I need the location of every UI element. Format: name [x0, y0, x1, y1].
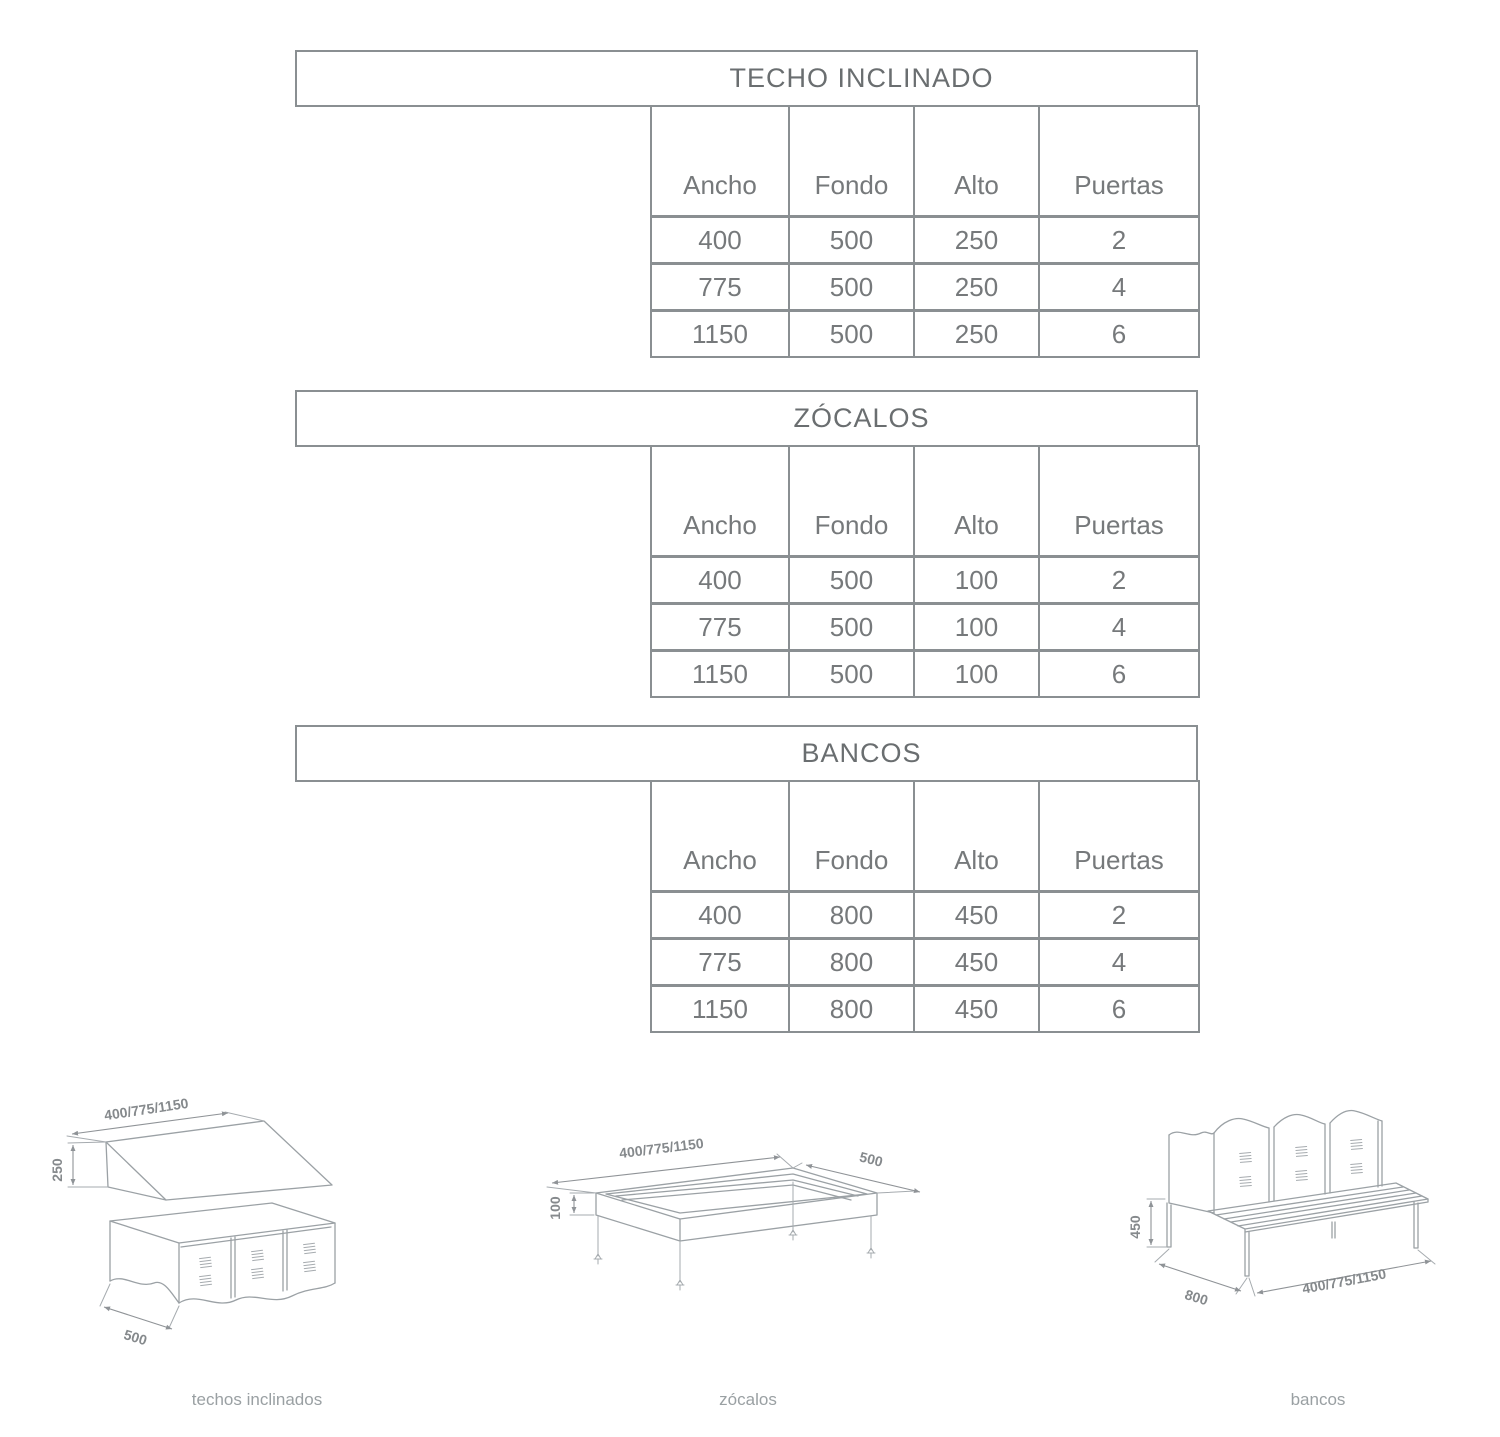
cell-puertas: 2: [1039, 892, 1199, 939]
table-row: [651, 217, 1199, 264]
cell-alto: 450: [914, 892, 1039, 939]
cell-puertas: 4: [1039, 264, 1199, 311]
locker-vent-slots: [200, 1243, 316, 1285]
table-row: [651, 892, 1199, 939]
col-header-alto: Alto: [914, 781, 1039, 892]
cell-puertas: 6: [1039, 651, 1199, 698]
table-row: [651, 557, 1199, 604]
diagram-caption-zocalos: zócalos: [719, 1390, 777, 1409]
cell-fondo: 500: [789, 557, 914, 604]
locker-vent-slots: [1240, 1139, 1363, 1186]
cell-fondo: 500: [789, 604, 914, 651]
cell-puertas: 2: [1039, 217, 1199, 264]
width-dimension-label: 400/775/1150: [1300, 1265, 1388, 1297]
width-dimension: [1249, 1250, 1435, 1297]
bancos-diagram: [1095, 1095, 1475, 1340]
cell-ancho: 400: [651, 557, 789, 604]
cell-fondo: 500: [789, 311, 914, 358]
table-row: [651, 651, 1199, 698]
depth-dimension-label: 500: [857, 1148, 885, 1170]
height-dimension-label: 250: [49, 1158, 65, 1182]
col-header-alto: Alto: [914, 106, 1039, 217]
depth-dimension-label: 500: [121, 1326, 149, 1349]
col-header-ancho: Ancho: [651, 781, 789, 892]
cell-ancho: 400: [651, 892, 789, 939]
col-header-ancho: Ancho: [651, 446, 789, 557]
header-row: [651, 446, 1199, 557]
cell-alto: 100: [914, 557, 1039, 604]
locker-back-panels: [1169, 1111, 1382, 1214]
height-dimension-label: 450: [1127, 1215, 1143, 1239]
plinth-frame: [596, 1168, 877, 1241]
cell-fondo: 800: [789, 986, 914, 1033]
cell-ancho: 1150: [651, 651, 789, 698]
diagram-caption-techos-inclinados: techos inclinados: [191, 1390, 323, 1409]
table-title-band: [295, 725, 1198, 782]
cell-alto: 100: [914, 604, 1039, 651]
col-header-puertas: Puertas: [1039, 446, 1199, 557]
bench-seat-slats: [1208, 1183, 1428, 1232]
depth-dimension: [1155, 1249, 1247, 1308]
width-dimension-label: 400/775/1150: [103, 1094, 190, 1124]
col-header-puertas: Puertas: [1039, 781, 1199, 892]
techos-inclinados-diagram: [40, 1090, 400, 1360]
cell-alto: 450: [914, 939, 1039, 986]
size-table: [650, 780, 1200, 1033]
cell-alto: 250: [914, 311, 1039, 358]
col-header-alto: Alto: [914, 446, 1039, 557]
height-dimension-label: 100: [547, 1196, 563, 1220]
width-dimension: [67, 1095, 264, 1142]
cell-puertas: 6: [1039, 986, 1199, 1033]
width-dimension: [547, 1135, 793, 1193]
cell-puertas: 6: [1039, 311, 1199, 358]
cell-ancho: 400: [651, 217, 789, 264]
header-row: [651, 106, 1199, 217]
cell-puertas: 4: [1039, 604, 1199, 651]
table-row: [651, 264, 1199, 311]
col-header-fondo: Fondo: [789, 106, 914, 217]
cell-ancho: 775: [651, 939, 789, 986]
depth-dimension-label: 800: [1182, 1286, 1210, 1309]
table-row: [651, 604, 1199, 651]
col-header-fondo: Fondo: [789, 446, 914, 557]
table-title-band: [295, 390, 1198, 447]
table-title: BANCOS: [801, 738, 922, 768]
inclined-roof-wedge: [106, 1121, 332, 1200]
table-techo-inclinado: [295, 50, 1198, 349]
cell-ancho: 1150: [651, 311, 789, 358]
cell-ancho: 775: [651, 604, 789, 651]
locker-body: [110, 1203, 335, 1303]
table-bancos: [295, 725, 1198, 1024]
table-row: [651, 986, 1199, 1033]
cell-ancho: 775: [651, 264, 789, 311]
cell-fondo: 500: [789, 217, 914, 264]
col-header-fondo: Fondo: [789, 781, 914, 892]
table-row: [651, 939, 1199, 986]
width-dimension-label: 400/775/1150: [618, 1134, 705, 1162]
cell-alto: 100: [914, 651, 1039, 698]
cell-ancho: 1150: [651, 986, 789, 1033]
height-dimension: [49, 1142, 108, 1187]
cell-alto: 450: [914, 986, 1039, 1033]
cell-puertas: 4: [1039, 939, 1199, 986]
cell-fondo: 800: [789, 892, 914, 939]
cell-alto: 250: [914, 217, 1039, 264]
table-title-band: [295, 50, 1198, 107]
bench-legs: [1167, 1202, 1418, 1276]
height-dimension: [547, 1193, 594, 1220]
cell-fondo: 500: [789, 264, 914, 311]
size-table: [650, 105, 1200, 358]
table-row: [651, 311, 1199, 358]
zocalos-diagram: [530, 1120, 960, 1350]
height-dimension: [1127, 1199, 1167, 1247]
cell-puertas: 2: [1039, 557, 1199, 604]
depth-dimension: [100, 1284, 179, 1348]
table-title: TECHO INCLINADO: [729, 63, 994, 93]
diagram-caption-bancos: bancos: [1290, 1390, 1346, 1409]
table-title: ZÓCALOS: [793, 403, 930, 433]
col-header-ancho: Ancho: [651, 106, 789, 217]
col-header-puertas: Puertas: [1039, 106, 1199, 217]
header-row: [651, 781, 1199, 892]
cell-fondo: 800: [789, 939, 914, 986]
size-table: [650, 445, 1200, 698]
table-zocalos: [295, 390, 1198, 689]
cell-alto: 250: [914, 264, 1039, 311]
cell-fondo: 500: [789, 651, 914, 698]
